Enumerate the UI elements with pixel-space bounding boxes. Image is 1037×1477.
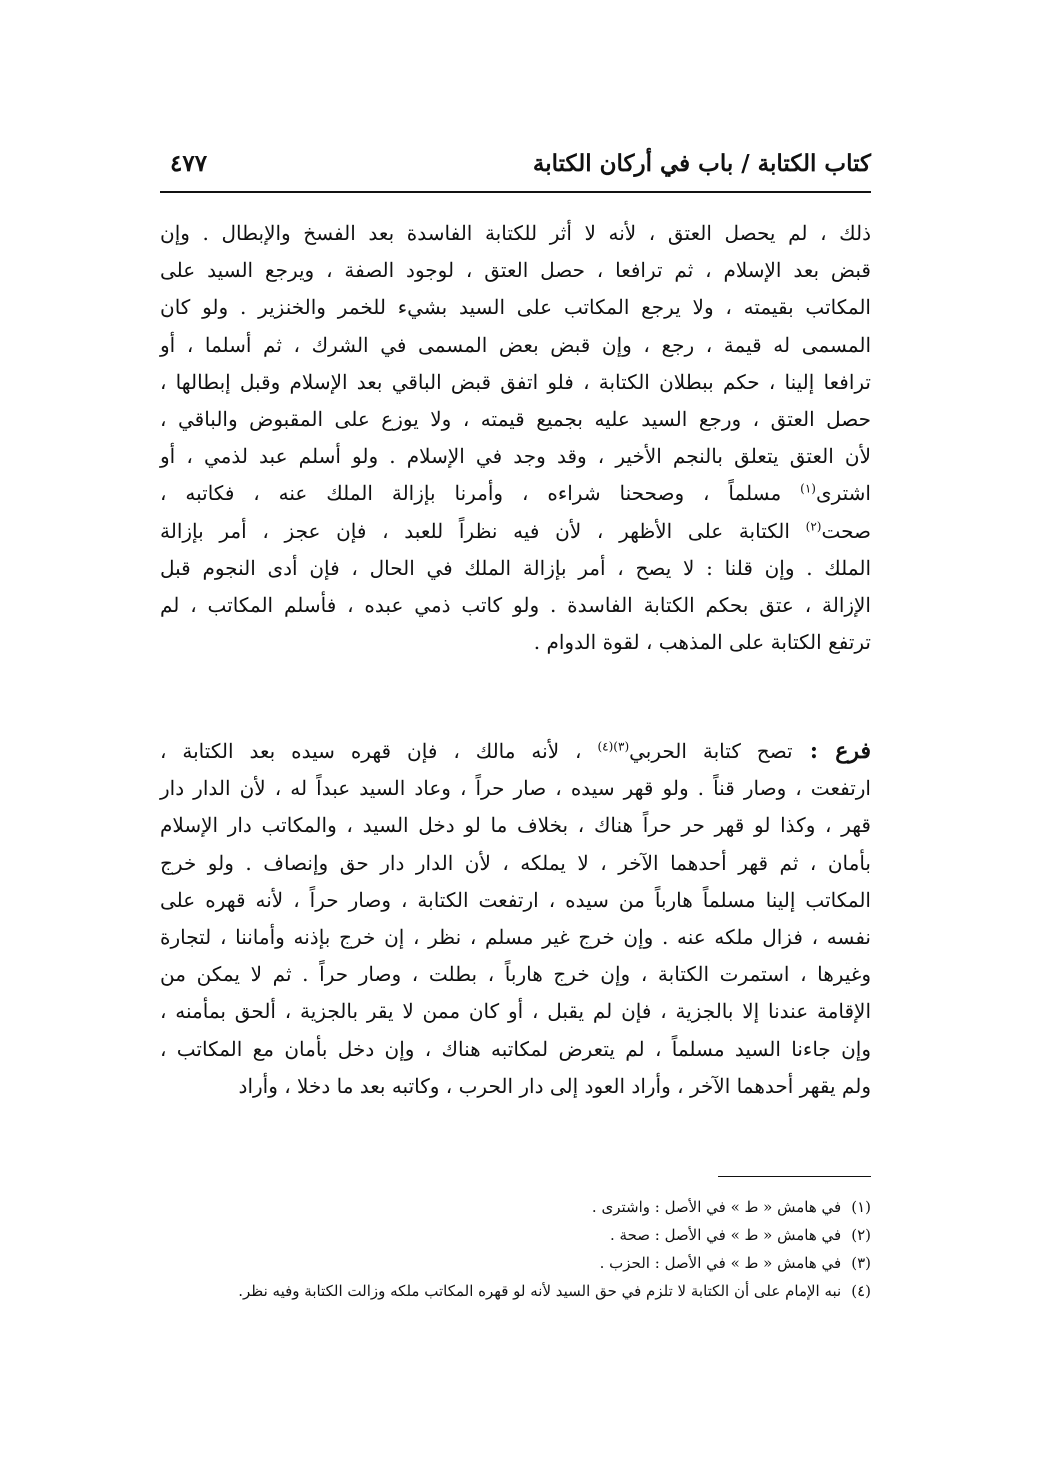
text-line: المسمى له قيمة ، رجع ، وإن قبض بعض المسمى في الشرك ، ثم أسلما ، أو [160, 332, 871, 357]
footnotes [160, 1193, 871, 1305]
text-line: ولم يقهر أحدهما الآخر ، وأراد العود إلى دار الحرب ، وكاتبه بعد ما دخلا ، وأراد [238, 1073, 871, 1098]
text-line: الملك . وإن قلنا : لا يصح ، أمر بإزالة الملك في الحال ، فإن أدى النجوم قبل [160, 555, 871, 580]
text-line: فرع : تصح كتابة الحربي$^{(٣)(٤)}$ ، لأنه مالك ، فإن قهره سيده بعد الكتابة ، [160, 738, 871, 764]
footnote-reference: (٣)(٤) [597, 739, 630, 754]
footnote-text: في هامش « ط » في الأصل : صحة . [609, 1226, 842, 1244]
text-line: وغيرها ، استمرت الكتابة ، وإن خرج هارباً ، بطلت ، وصار حراً . ثم لا يمكن من [160, 962, 871, 987]
footnote-item [160, 1277, 871, 1305]
footnote-number: (١) [851, 1198, 871, 1216]
footnote-item [160, 1221, 871, 1249]
text-line: نفسه ، فزال ملكه عنه . وإن خرج غير مسلم ، نظر ، إن خرج بإذنه وأماننا ، لتجارة [160, 924, 871, 949]
main-paragraph [160, 215, 871, 661]
footnote-text: في هامش « ط » في الأصل : واشترى . [591, 1198, 842, 1216]
text-line: وإن جاءنا السيد مسلماً ، لم يتعرض لمكاتبه هناك ، وإن دخل بأمان مع المكاتب ، [160, 1036, 871, 1061]
header-rule [160, 191, 871, 193]
text-line: الإقامة عندنا إلا بالجزية ، فإن لم يقبل ، أو كان ممن لا يقر بالجزية ، ألحق بمأمنه ، [160, 999, 871, 1024]
text-line: ارتفعت ، وصار قناً . ولو قهر سيده ، صار حراً ، وعاد السيد عبداً له ، لأن الدار دار [160, 776, 871, 801]
text-line: حصل العتق ، ورجع السيد عليه بجميع قيمته ، ولا يوزع على المقبوض والباقي ، [160, 406, 871, 431]
footnote-text: في هامش « ط » في الأصل : الحزب . [599, 1254, 842, 1272]
text-line: اشترى$^{(١)}$ مسلماً ، وصححنا شراءه ، وأمرنا بإزالة الملك عنه ، فكاتبه ، [160, 481, 871, 506]
text-line: ترافعا إلينا ، حكم ببطلان الكتابة ، فلو اتفق قبض الباقي بعد الإسلام وقبل إبطالها ، [160, 369, 871, 394]
chapter-title: كتاب الكتابة / باب في أركان الكتابة [532, 150, 871, 177]
footnote-number: (٢) [851, 1226, 871, 1244]
branch-label: فرع : [792, 738, 871, 764]
text-line: بأمان ، ثم قهر أحدهما الآخر ، لا يملكه ، لأن الدار دار حق وإنصاف . ولو خرج [160, 850, 871, 875]
footnote-rule [718, 1176, 871, 1177]
branch-paragraph [160, 733, 871, 1105]
text-line: قهر ، وكذا لو قهر حر حراً هناك ، بخلاف ما لو دخل السيد ، والمكاتب دار الإسلام [160, 813, 871, 838]
footnote-item [160, 1249, 871, 1277]
page-number: ٤٧٧ [170, 150, 208, 177]
text-line: ذلك ، لم يحصل العتق ، لأنه لا أثر للكتابة الفاسدة بعد الفسخ والإبطال . وإن [160, 221, 871, 245]
footnote-item [160, 1193, 871, 1221]
text-line: ترتفع الكتابة على المذهب ، لقوة الدوام . [533, 630, 871, 655]
footnote-reference: (٢) [805, 518, 822, 533]
running-header [162, 148, 871, 188]
text-line: لأن العتق يتعلق بالنجم الأخير ، وقد وجد في الإسلام . ولو أسلم عبد لذمي ، أو [160, 444, 871, 469]
text-line: الإزالة ، عتق بحكم الكتابة الفاسدة . ولو كاتب ذمي عبده ، فأسلم المكاتب ، لم [160, 592, 871, 617]
footnote-reference: (١) [800, 481, 816, 496]
text-line: صحت$^{(٢)}$ الكتابة على الأظهر ، لأن فيه نظراً للعبد ، فإن عجز ، أمر بإزالة [160, 518, 871, 543]
footnote-number: (٤) [851, 1282, 871, 1300]
text-line: المكاتب إلينا مسلماً هارباً من سيده ، ارتفعت الكتابة ، وصار حراً ، لأنه قهره على [160, 887, 871, 912]
text-line: قبض بعد الإسلام ، ثم ترافعا ، حصل العتق ، لوجود الصفة ، ويرجع السيد على [160, 258, 871, 283]
footnote-text: نبه الإمام على أن الكتابة لا تلزم في حق السيد لأنه لو قهره المكاتب ملكه وزالت الكتابة وفيه نظر. [238, 1282, 842, 1300]
footnote-number: (٣) [851, 1254, 871, 1272]
text-line: المكاتب بقيمته ، ولا يرجع المكاتب على السيد بشيء للخمر والخنزير . ولو كان [160, 295, 871, 320]
